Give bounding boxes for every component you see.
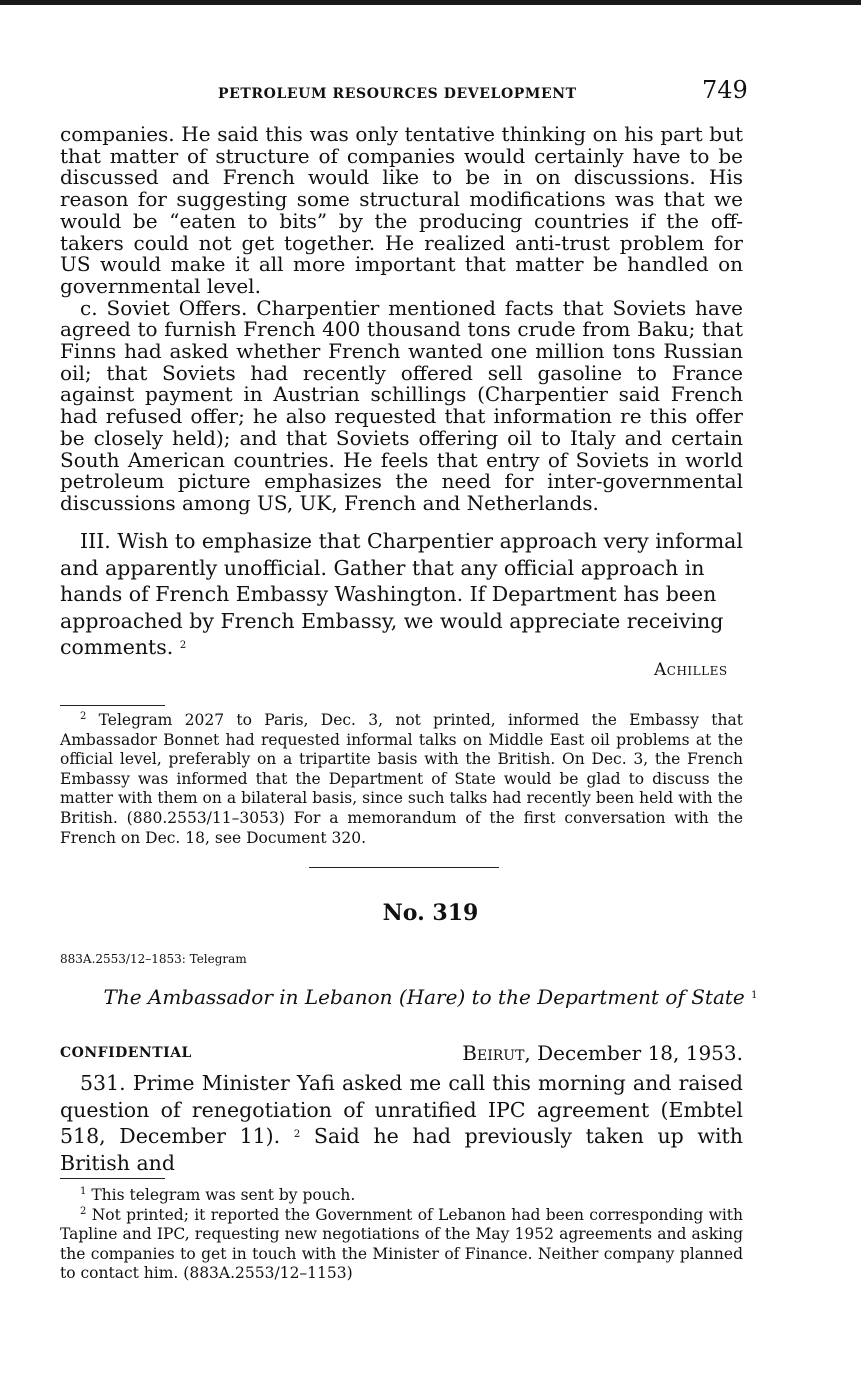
footnote-marker: 2 [80,1205,87,1217]
document-number: No. 319 [382,900,479,926]
footnote-marker: 1 [80,1186,87,1197]
footnote-rule [60,1178,165,1179]
continued-text [60,124,743,515]
footnote [60,1206,743,1284]
section-iii [60,528,743,661]
dateline-place: Beirut [462,1041,525,1065]
footnotes-top [60,711,743,848]
footnote-ref: 2 [293,1129,301,1140]
paragraph [60,1070,743,1176]
body-text: 531. Prime Minister Yafi asked me call this morning and raised question of renegotiation of unratified IPC agreement (Embtel 518, December 11). [60,1071,743,1148]
footnote-text: Not printed; it reported the Government of Lebanon had been corresponding with Tapline and IPC, requesting new negotiations of the May 1952 agreements and asking the companies to get in touch with the Minister of Finance. Neither company planned to contact him. (883A.2553/12–1153) [60,1205,743,1283]
running-head: PETROLEUM RESOURCES DEVELOPMENT [218,86,577,102]
document-title [0,985,861,1009]
section-divider [309,867,499,868]
dateline [462,1041,743,1065]
footnote-ref: 2 [179,640,187,651]
document-body [60,1070,743,1176]
footnote-text: This telegram was sent by pouch. [91,1186,356,1204]
footnote-text: Telegram 2027 to Paris, Dec. 3, not printed, informed the Embassy that Ambassador Bonnet had requested informal talks on Middle East oil problems at the official level, preferably on a tripartite basis with the British. On Dec. 3, the French Embassy was informed that the Department of State would be glad to discuss the matter with them on a bilateral basis, since such talks had recently been held with the British. (880.2553/11–3053) For a memorandum of the first conversation with the French on Dec. 18, see Document 320. [60,711,743,847]
paragraph: companies. He said this was only tentative thinking on his part but that matter of structure of companies would certainly have to be discussed and French would like to be in on discussions. His reason for suggesting some structural modifications was that we would be “eaten to bits” by the producing countries if the off-takers could not get together. He realized anti-trust problem for US would make it all more important that matter be handled on governmental level. [60,122,743,298]
footnote-ref: 1 [751,990,758,1001]
paragraph-iii [60,528,743,661]
document-title-text: The Ambassador in Lebanon (Hare) to the Department of State [103,985,745,1009]
body-text: Said he had previously taken up with British and [60,1124,743,1175]
dateline-date: , December 18, 1953. [524,1041,743,1065]
footnotes-bottom [60,1186,743,1284]
footnote-marker: 2 [80,711,87,722]
page-top-edge [0,0,861,5]
paragraph-iii-text: III. Wish to emphasize that Charpentier approach very informal and apparently unofficial. Gather that any official approach in hands of French Embassy Washington. If Department has been approached by French Embassy, we would appreciate receiving comments. [60,529,743,659]
page-number: 749 [702,76,748,104]
classification: CONFIDENTIAL [60,1045,192,1061]
signature: Achilles [654,660,728,680]
footnote-rule [60,705,165,706]
footnote [60,711,743,848]
paragraph-soviet-offers: c. Soviet Offers. Charpentier mentioned facts that Soviets have agreed to furnish French 400 thousand tons crude from Baku; that Finns had asked whether French wanted one million tons Russian oil; that Soviets had recently offered sell gasoline to France against payment in Austrian schillings (Charpentier said French had refused offer; he also requested that information re this offer be closely held); and that Soviets offering oil to Italy and certain South American countries. He feels that entry of Soviets in world petroleum picture emphasizes the need for inter-governmental discussions among US, UK, French and Netherlands. [60,295,743,515]
file-reference: 883A.2553/12–1853: Telegram [60,952,247,966]
footnote [60,1186,743,1206]
